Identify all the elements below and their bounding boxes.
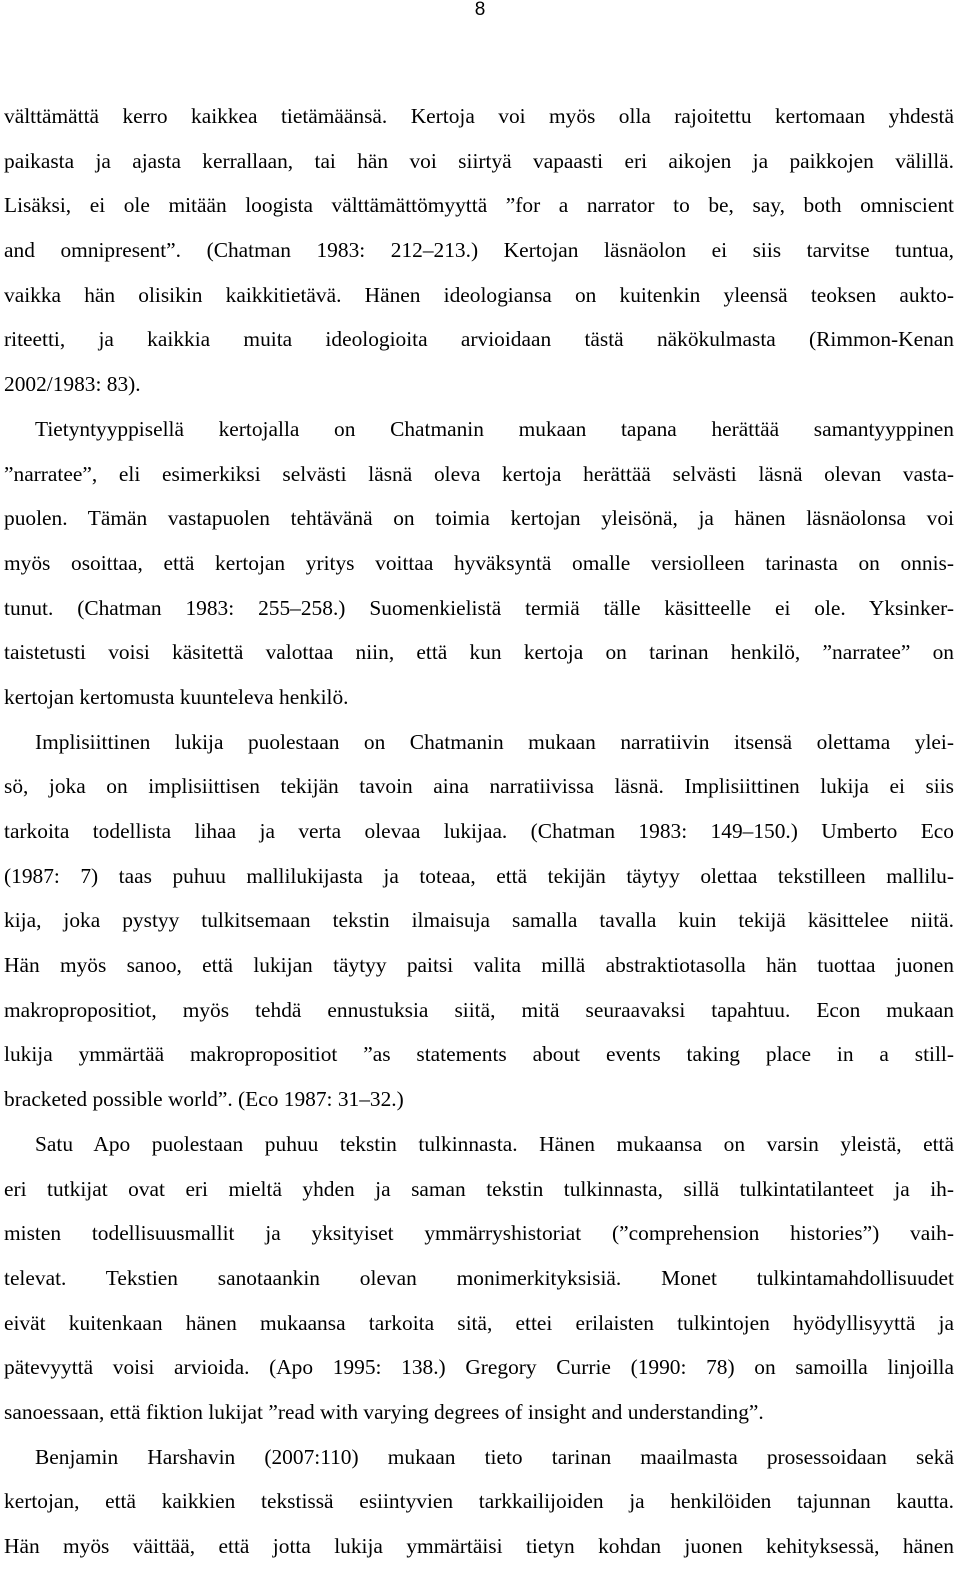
text-line: Hän myös sanoo, että lukijan täytyy paitsi valita millä abstraktiotasolla hän tuottaa juonen: [4, 953, 954, 978]
text-line: misten todellisuusmallit ja yksityiset ymmärryshistoriat (”comprehension histories”) vaih-: [4, 1221, 954, 1246]
text-line: Benjamin Harshavin (2007:110) mukaan tieto tarinan maailmasta prosessoidaan sekä: [35, 1444, 954, 1469]
text-line: makropropositiot, myös tehdä ennustuksia siitä, mitä seuraavaksi tapahtuu. Econ mukaan: [4, 997, 954, 1022]
text-line: eivät kuitenkaan hänen mukaansa tarkoita sitä, ettei erilaisten tulkintojen hyödyllisyyttä ja: [4, 1310, 954, 1335]
text-line: sö, joka on implisiittisen tekijän tavoin aina narratiivissa läsnä. Implisiittinen lukija ei siis: [4, 774, 954, 799]
text-line: pätevyyttä voisi arvioida. (Apo 1995: 138.) Gregory Currie (1990: 78) on samoilla linjoilla: [4, 1355, 954, 1380]
paragraph-5: [4, 1435, 954, 1569]
text-line: vaikka hän olisikin kaikkitietävä. Hänen ideologiansa on kuitenkin yleensä teoksen aukto-: [4, 282, 954, 307]
text-line: kertojan kertomusta kuunteleva henkilö.: [4, 684, 349, 709]
text-line: eri tutkijat ovat eri mieltä yhden ja saman tekstin tulkinnasta, sillä tulkintatilanteet ja ih-: [4, 1176, 954, 1201]
text-line: 2002/1983: 83).: [4, 372, 141, 397]
text-line: taistetusti voisi käsitettä valottaa niin, että kun kertoja on tarinan henkilö, ”narratee” on: [4, 640, 954, 665]
text-line: and omnipresent”. (Chatman 1983: 212–213.) Kertojan läsnäolon ei siis tarvitse tuntua,: [4, 238, 954, 263]
paragraph-2: [4, 407, 954, 720]
text-line: myös osoittaa, että kertojan yritys voittaa hyväksyntä omalle versiolleen tarinasta on onnis-: [4, 550, 954, 575]
paragraph-4: [4, 1122, 954, 1435]
page-number: 8: [474, 0, 486, 20]
body-text: [4, 94, 954, 1569]
text-line: Satu Apo puolestaan puhuu tekstin tulkinnasta. Hänen mukaansa on varsin yleistä, että: [35, 1131, 954, 1156]
text-line: paikasta ja ajasta kerrallaan, tai hän voi siirtyä vapaasti eri aikojen ja paikkojen välillä.: [4, 148, 954, 173]
text-line: Lisäksi, ei ole mitään loogista välttämättömyyttä ”for a narrator to be, say, both omniscient: [4, 193, 954, 218]
text-line: televat. Tekstien sanotaankin olevan monimerkityksisiä. Monet tulkintamahdollisuudet: [4, 1265, 954, 1290]
text-line: Implisiittinen lukija puolestaan on Chatmanin mukaan narratiivin itsensä olettama ylei-: [35, 729, 954, 754]
text-line: ”narratee”, eli esimerkiksi selvästi läsnä oleva kertoja herättää selvästi läsnä olevan vasta-: [4, 461, 954, 486]
paragraph-3: [4, 720, 954, 1122]
text-line: bracketed possible world”. (Eco 1987: 31–32.): [4, 1087, 404, 1112]
text-line: riteetti, ja kaikkia muita ideologioita arvioidaan tästä näkökulmasta (Rimmon-Kenan: [4, 327, 954, 352]
text-line: kertojan, että kaikkien tekstissä esiintyvien tarkkailijoiden ja henkilöiden tajunnan kautta.: [4, 1489, 954, 1514]
text-line: kija, joka pystyy tulkitsemaan tekstin ilmaisuja samalla tavalla kuin tekijä käsittelee niitä.: [4, 908, 954, 933]
paragraph-1: [4, 94, 954, 407]
text-line: sanoessaan, että fiktion lukijat ”read with varying degrees of insight and understanding”.: [4, 1399, 764, 1424]
text-line: välttämättä kerro kaikkea tietämäänsä. Kertoja voi myös olla rajoitettu kertomaan yhdestä: [4, 104, 954, 128]
text-line: Hän myös väittää, että jotta lukija ymmärtäisi tietyn kohdan juonen kehityksessä, hänen: [4, 1534, 954, 1558]
text-line: tunut. (Chatman 1983: 255–258.) Suomenkielistä termiä tälle käsitteelle ei ole. Yksinker-: [4, 595, 954, 620]
text-line: tarkoita todellista lihaa ja verta olevaa lukijaa. (Chatman 1983: 149–150.) Umberto Eco: [4, 819, 954, 843]
text-line: Tietyntyyppisellä kertojalla on Chatmanin mukaan tapana herättää samantyyppinen: [35, 416, 954, 441]
text-line: (1987: 7) taas puhuu mallilukijasta ja toteaa, että tekijän täytyy olettaa tekstilleen mallilu-: [4, 863, 954, 888]
text-line: puolen. Tämän vastapuolen tehtävänä on toimia kertojan yleisönä, ja hänen läsnäolonsa voi: [4, 506, 954, 531]
text-line: lukija ymmärtää makropropositiot ”as statements about events taking place in a still-: [4, 1042, 954, 1067]
